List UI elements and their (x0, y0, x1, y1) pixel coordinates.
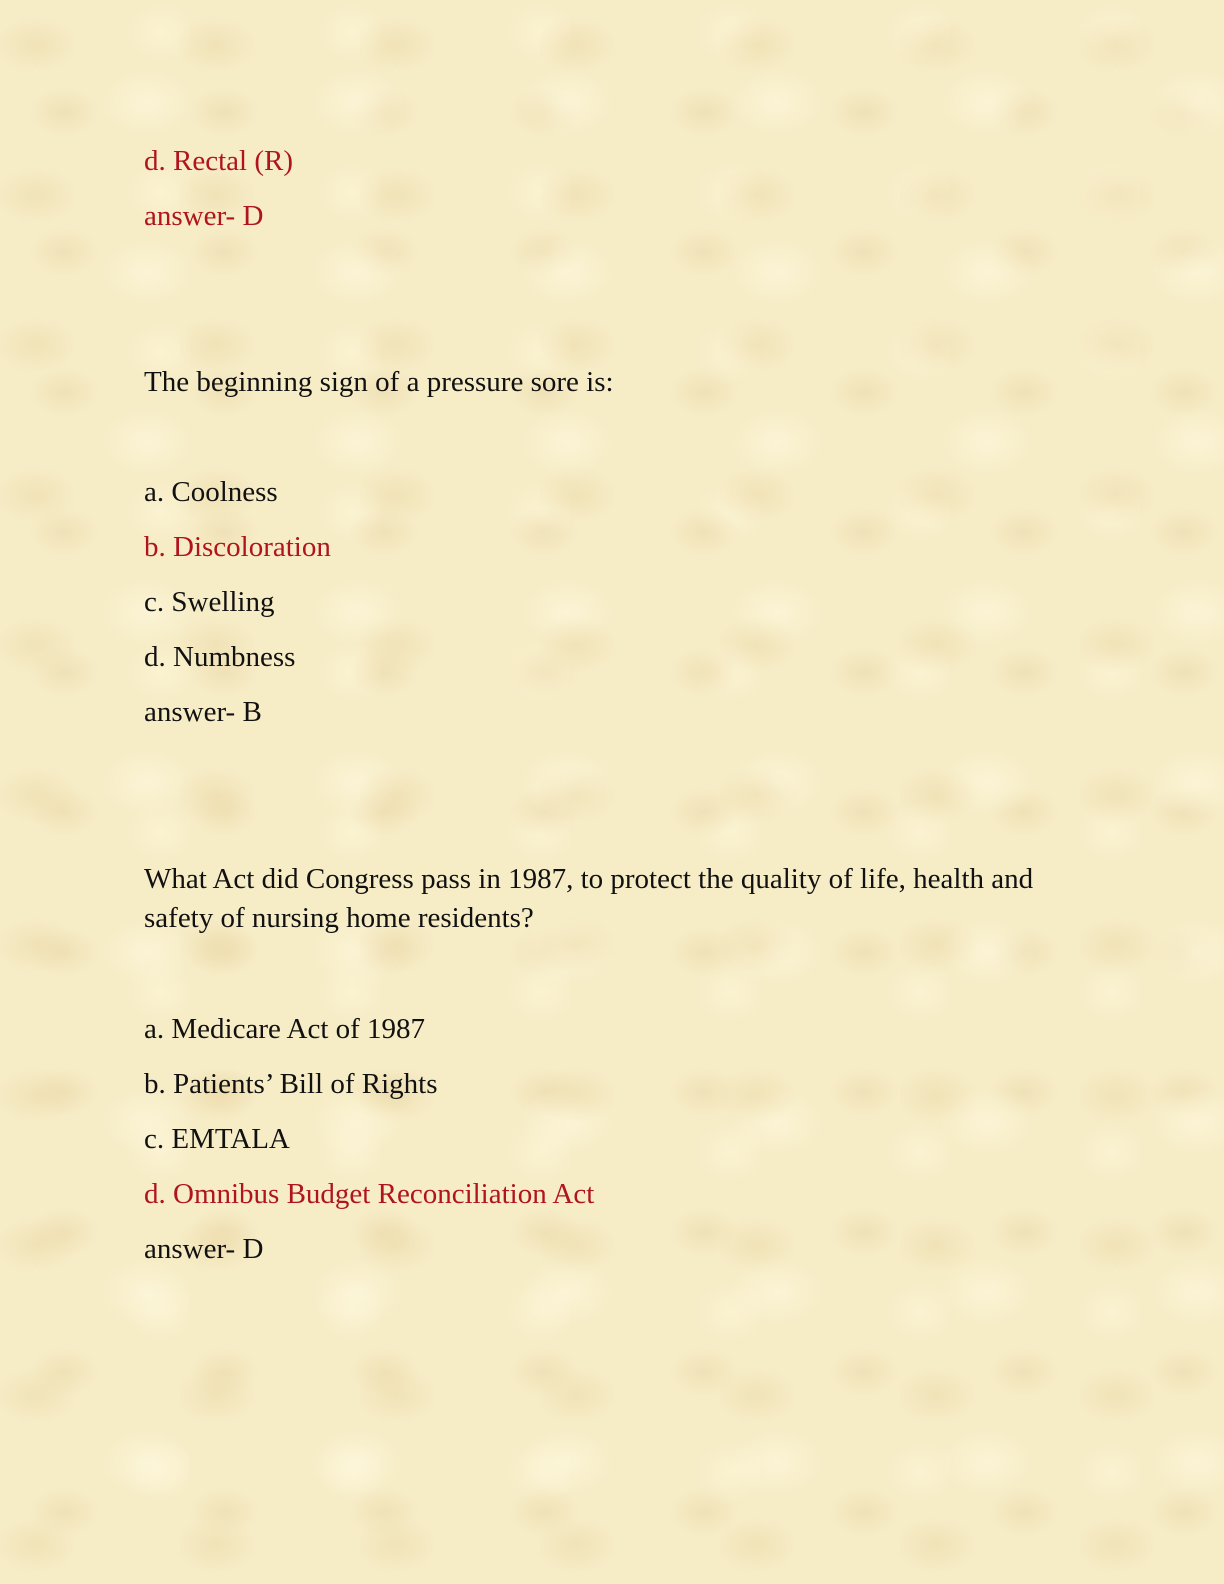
question-2-option-b: b. Patients’ Bill of Rights (144, 1068, 438, 1100)
question-2-text: What Act did Congress pass in 1987, to protect the quality of life, health and safety of nursing home residents? (144, 863, 1034, 934)
question-2-answer: answer- D (144, 1233, 264, 1265)
question-1-answer: answer- B (144, 696, 262, 728)
question-1-option-d: d. Numbness (144, 641, 296, 673)
question-1-option-c: c. Swelling (144, 586, 275, 618)
question-1-option-a: a. Coolness (144, 476, 278, 508)
question-2-option-c: c. EMTALA (144, 1123, 290, 1155)
previous-answer: answer- D (144, 200, 264, 232)
question-1-option-b: b. Discoloration (144, 531, 331, 563)
previous-option-d: d. Rectal (R) (144, 145, 293, 177)
question-2-option-a: a. Medicare Act of 1987 (144, 1013, 426, 1045)
question-2-option-d: d. Omnibus Budget Reconciliation Act (144, 1178, 595, 1210)
question-1-text: The beginning sign of a pressure sore is: (144, 366, 614, 398)
